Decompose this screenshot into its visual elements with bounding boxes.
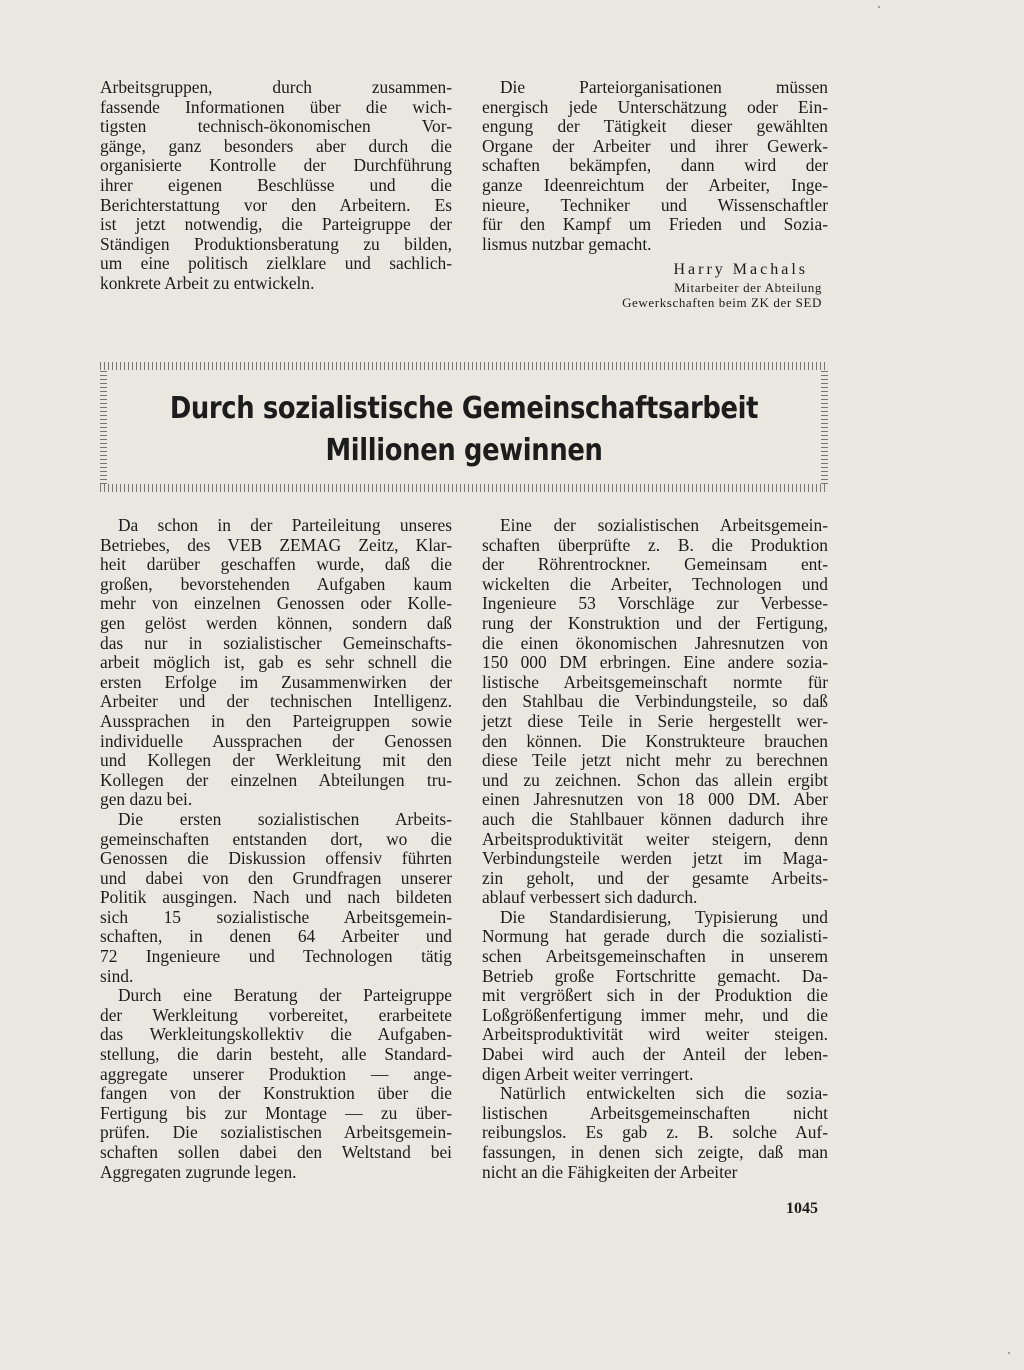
text-line: ablauf verbessert sich dadurch. [482,887,698,908]
top-right-column [482,78,828,310]
text-line: Eine der sozialistischen Arbeitsgemein- [500,515,828,535]
text-line: gen dazu bei. [100,789,193,810]
text-line: aggregate unserer Produktion — ange- [100,1063,452,1084]
text-line: Natürlich entwickelten sich die sozia- [500,1083,828,1104]
text-line: den Stahlbau die Verbindungsteile, so daß [482,691,828,712]
text-line: Ingenieure 53 Vorschläge zur Verbesse- [482,593,828,614]
author-role-line1: Mitarbeiter der Abteilung [674,279,822,295]
text-line: organisierte Kontrolle der Durchführung [100,155,452,176]
headline-box [100,362,828,492]
text-line: schaften überprüfte z. B. die Produktion [482,534,828,555]
text-line: listische Arbeitsgemeinschaft normte für [482,671,828,692]
text-line: mehr von einzelnen Genossen oder Kolle- [100,593,452,614]
top-left-column [100,78,452,294]
text-line: fassende Informationen über die wich- [100,96,452,117]
text-line: tigsten technisch-ökonomischen Vor- [100,116,452,137]
text-line: wickelten die Arbeiter, Technologen und [482,573,828,594]
text-line: Da schon in der Parteileitung unseres [118,515,452,535]
text-line: zin geholt, und der gesamte Arbeits- [482,867,828,888]
text-line: Arbeitsproduktivität wird weiter steigen. [482,1024,828,1045]
text-line: die einen ökonomischen Jahresnutzen von [482,632,828,653]
text-line: stellung, die darin besteht, alle Standard- [100,1044,452,1065]
hatched-border-bottom [100,484,828,492]
text-line: Berichterstattung vor den Arbeitern. Es [100,194,452,215]
text-line: sich 15 sozialistische Arbeitsgemein- [100,906,452,927]
text-line: Fertigung bis zur Montage — zu über- [100,1102,452,1123]
text-line: einen Jahresnutzen von 18 000 DM. Aber [482,789,828,810]
text-line: ganze Ideenreichtum der Arbeiter, Inge- [482,174,828,195]
bottom-right-column [482,516,828,1182]
text-line: Arbeiter und der technischen Intelligenz. [100,691,452,712]
text-line: Die Parteiorganisationen müssen [500,77,828,97]
text-line: ihrer eigenen Beschlüsse und die [100,174,452,195]
text-line: und Kollegen der Werkleitung mit den [100,750,452,771]
text-line: nicht an die Fähigkeiten der Arbeiter [482,1161,738,1182]
text-line: Genossen die Diskussion offensiv führten [100,848,452,869]
text-line: Betriebes, des VEB ZEMAG Zeitz, Klar- [100,534,452,555]
text-line: den können. Die Konstrukteure brauchen [482,730,828,751]
text-line: arbeit möglich ist, gab es sehr schnell die [100,652,452,673]
text-line: gänge, ganz besonders aber durch die [100,135,452,156]
text-line: für den Kampf um Frieden und Sozia- [482,214,828,235]
text-line: diese Teile jetzt nicht mehr zu berechnen [482,750,828,771]
text-line: heit darüber geschaffen wurde, daß die [100,554,452,575]
hatched-border-top [100,362,828,370]
text-line: das Werkleitungskollektiv die Aufgaben- [100,1024,452,1045]
author-name: Harry Machals [673,261,808,279]
text-line: um eine politisch zielklare und sachlich- [100,253,452,274]
page-number: 1045 [786,1200,818,1217]
text-line: nieure, Techniker und Wissenschaftler [482,194,828,215]
headline-line2: Millionen gewinnen [325,433,603,468]
text-line: auch die Stahlbauer können dadurch ihre [482,808,828,829]
text-line: schaften sollen dabei den Weltstand bei [100,1142,452,1162]
text-line: Verbindungsteile werden jetzt im Maga- [482,848,828,869]
text-line: lismus nutzbar gemacht. [482,233,652,254]
text-line: der Werkleitung vorbereitet, erarbeitete [100,1004,452,1025]
text-line: sind. [100,965,134,986]
text-line: digen Arbeit weiter verringert. [482,1063,694,1084]
text-line: energisch jede Unterschätzung oder Ein- [482,96,828,117]
text-line: Loßgrößenfertigung immer mehr, und die [482,1004,828,1025]
text-line: Die ersten sozialistischen Arbeits- [118,808,452,829]
text-line: gemeinschaften entstanden dort, wo die [100,828,452,849]
scan-speck [878,6,880,8]
text-line: mit vergrößert sich in der Produktion die [482,985,828,1006]
author-role-line2: Gewerkschaften beim ZK der SED [622,294,822,310]
text-line: Aussprachen in den Parteigruppen sowie [100,710,452,731]
text-line: Arbeitsproduktivität weiter steigern, denn [482,828,828,849]
text-line: Kollegen der einzelnen Abteilungen tru- [100,769,452,790]
text-line: 72 Ingenieure und Technologen tätig [100,946,452,967]
text-line: 150 000 DM erbringen. Eine andere sozia- [482,652,828,673]
hatched-border-right [821,370,828,484]
text-line: Organe der Arbeiter und ihrer Gewerk- [482,135,828,156]
text-line: konkrete Arbeit zu entwickeln. [100,272,315,293]
text-line: Betrieb große Fortschritte gemacht. Da- [482,965,828,986]
text-line: und zu zeichnen. Schon das allein ergibt [482,769,828,790]
text-line: prüfen. Die sozialistischen Arbeitsgemein- [100,1122,452,1143]
hatched-border-left [100,370,107,484]
text-line: individuelle Aussprachen der Genossen [100,730,452,751]
text-line: ersten Erfolge im Zusammenwirken der [100,671,452,692]
text-line: das nur in sozialistischer Gemeinschafts- [100,632,452,653]
top-right-paragraph [482,78,828,254]
scan-speck [1008,1352,1010,1354]
text-line: reibungslos. Es gab z. B. solche Auf- [482,1122,828,1143]
text-line: schaften bekämpfen, dann wird der [482,155,828,176]
text-line: fangen von der Konstruktion über die [100,1083,452,1104]
text-line: jetzt diese Teile in Serie hergestellt wer- [482,710,828,731]
text-line: schen Arbeitsgemeinschaften in unserem [482,946,828,967]
headline-line1: Durch sozialistische Gemeinschaftsarbeit [169,391,759,426]
text-line: rung der Konstruktion und der Fertigung, [482,612,828,633]
text-line: Politik ausgingen. Nach und nach bildeten [100,887,452,908]
text-line: großen, bevorstehenden Aufgaben kaum [100,573,452,594]
text-line: Ständigen Produktionsberatung zu bilden, [100,233,452,254]
text-line: und dabei von den Grundfragen unserer [100,867,452,888]
text-line: Aggregaten zugrunde legen. [100,1161,297,1182]
text-line: schaften, in denen 64 Arbeiter und [100,926,452,947]
bottom-left-column [100,516,452,1182]
text-line: Normung hat gerade durch die sozialisti- [482,926,828,947]
text-line: ist jetzt notwendig, die Parteigruppe der [100,214,452,235]
article-headline [151,388,777,472]
text-line: Arbeitsgruppen, durch zusammen- [100,77,452,97]
text-line: Die Standardisierung, Typisierung und [500,906,828,927]
text-line: engung der Tätigkeit dieser gewählten [482,116,828,137]
text-line: listischen Arbeitsgemeinschaften nicht [482,1102,828,1123]
text-line: gen gelöst werden können, sondern daß [100,612,452,633]
text-line: der Röhrentrockner. Gemeinsam ent- [482,554,828,575]
text-line: Durch eine Beratung der Parteigruppe [118,985,452,1006]
text-line: fassungen, in denen sich zeigte, daß man [482,1142,828,1162]
text-line: Dabei wird auch der Anteil der leben- [482,1044,828,1065]
